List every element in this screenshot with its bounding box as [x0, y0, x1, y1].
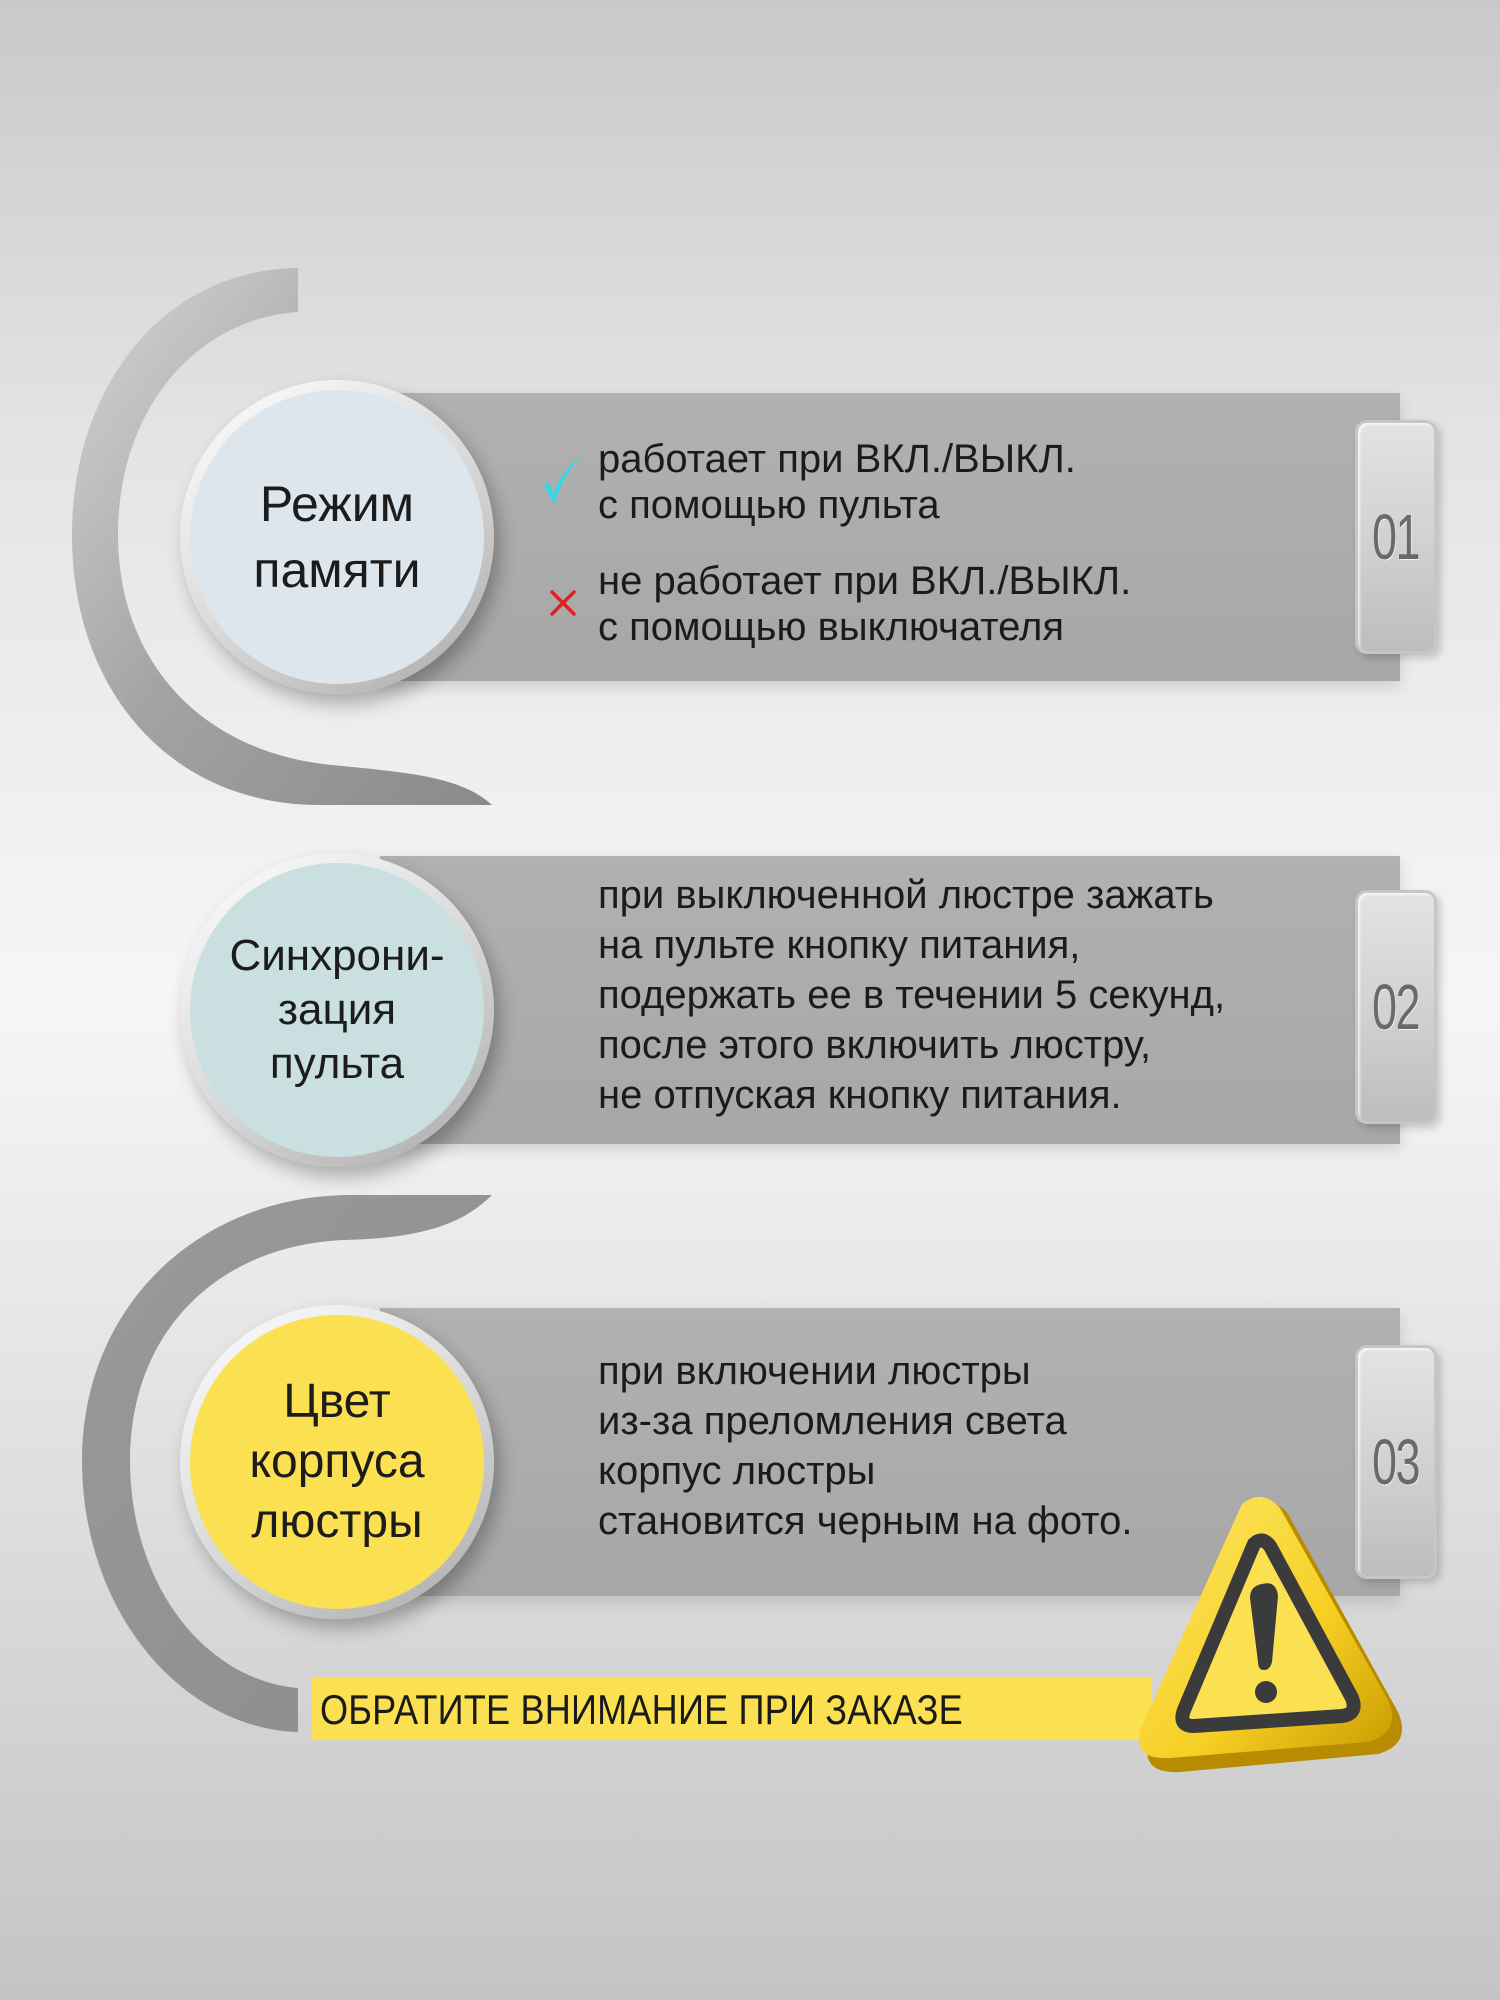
circle-3-face — [190, 1315, 484, 1609]
circle-3 — [180, 1305, 494, 1619]
circle-2 — [180, 853, 494, 1167]
number-tab-2 — [1355, 890, 1437, 1124]
cross-icon — [548, 588, 578, 618]
warning-banner-text: ОБРАТИТЕ ВНИМАНИЕ ПРИ ЗАКАЗЕ — [320, 1686, 963, 1733]
warning-icon — [1120, 1492, 1420, 1792]
circle-1 — [180, 380, 494, 694]
item-1-line-2: не работает при ВКЛ./ВЫКЛ. с помощью выключателя — [598, 559, 1132, 649]
circle-2-face — [190, 863, 484, 1157]
item-title-3: Цвет корпуса люстры — [249, 1375, 425, 1548]
item-1-line-1: работает при ВКЛ./ВЫКЛ. с помощью пульта — [598, 437, 1076, 527]
circle-1-face — [190, 390, 484, 684]
item-3-text: при включении люстры из-за преломления света корпус люстры становится черным на фото. — [598, 1349, 1133, 1543]
check-icon — [540, 452, 586, 510]
item-number-1: 01 — [1372, 501, 1420, 573]
item-title-1: Режим памяти — [253, 476, 421, 598]
item-number-3: 03 — [1372, 1426, 1420, 1498]
item-number-2: 02 — [1372, 971, 1420, 1043]
number-tab-1 — [1355, 420, 1437, 654]
item-2-text: при выключенной люстре зажать на пульте кнопку питания, подержать ее в течении 5 секунд, после этого включить люстру, не отпуская кнопку питания. — [598, 873, 1226, 1117]
item-title-2: Синхрони- зация пульта — [229, 931, 445, 1088]
